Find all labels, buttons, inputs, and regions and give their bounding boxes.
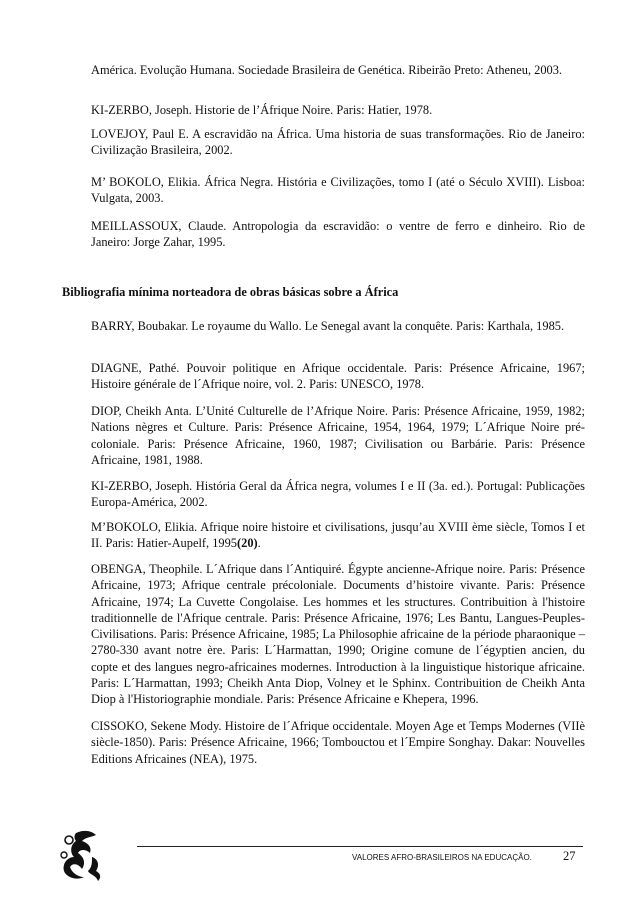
footer-running-title: VALORES AFRO-BRASILEIROS NA EDUCAÇÃO.: [352, 853, 532, 862]
reference-entry: [91, 519, 585, 552]
reference-entry: KI-ZERBO, Joseph. História Geral da África negra, volumes I e II (3a. ed.). Portugal: Publicações Europa-América, 2002.: [91, 479, 585, 510]
section-heading: Bibliografia mínima norteadora de obras básicas sobre a África: [62, 285, 399, 299]
reference-entry: LOVEJOY, Paul E. A escravidão na África. Uma historia de suas transformações. Rio de Janeiro: Civilização Brasileira, 2002.: [91, 127, 585, 158]
reference-entry: M’ BOKOLO, Elikia. África Negra. História e Civilizações, tomo I (até o Século XVIII). Lisboa: Vulgata, 2003.: [91, 175, 585, 206]
reference-entry: América. Evolução Humana. Sociedade Brasileira de Genética. Ribeirão Preto: Atheneu, 2003.: [91, 63, 563, 77]
reference-entry: CISSOKO, Sekene Mody. Histoire de l´Afrique occidentale. Moyen Age et Temps Modernes (VIIè siècle-1850). Paris: Présence Africaine, 1966; Tombouctou et l´Empire Songhay. Dakar: Nouvelles Editions Africaines (NEA), 1975.: [91, 719, 585, 766]
reference-end: .: [257, 536, 261, 551]
page-number: 27: [563, 849, 576, 863]
footer-divider: [137, 846, 583, 847]
reference-entry: OBENGA, Theophile. L´Afrique dans l´Antiquiré. Égypte ancienne-Afrique noire. Paris: Présence Africaine, 1973; Afrique centrale précoloniale. Documents d’histoire vivante. Paris: Présence Africaine, 1974; La Cuvette Congolaise. Les hommes et les structures. Contribuition à l'histoire traditionnelle de l'Afrique centrale. Paris: Présence Africaine, 1976; Les Bantu, Langues-Peuples-Civilisations. Paris: Présence Africaine, 1985; La Philosophie africaine de la période pharaonique – 2780-330 avant notre ère. Paris: L´Harmattan, 1990; Origine comune de l´égyptien ancien, du copte et des langues negro-africaines modernes. Introduction à la linguistique historique africaine. Paris: L´Harmattan, 1993; Cheikh Anta Diop, Volney et le Sphinx. Contribuition de Cheikh Anta Diop à l'Historiographie mondiale. Paris: Présence Africaine e Khepera, 1996.: [91, 562, 585, 707]
reference-entry: MEILLASSOUX, Claude. Antropologia da escravidão: o ventre de ferro e dinheiro. Rio de Janeiro: Jorge Zahar, 1995.: [91, 219, 585, 250]
reference-text: M’BOKOLO, Elikia. Afrique noire histoire et civilisations, jusqu’au XVIII ème siècle, Tomos I et II. Paris: Hatier-Aupelf, 1995: [91, 520, 585, 551]
reference-entry: KI-ZERBO, Joseph. Historie de l’Áfrique Noire. Paris: Hatier, 1978.: [91, 103, 433, 117]
reference-entry: BARRY, Boubakar. Le royaume du Wallo. Le Senegal avant la conquête. Paris: Karthala, 1985.: [91, 319, 565, 333]
reference-entry: DIAGNE, Pathé. Pouvoir politique en Afrique occidentale. Paris: Présence Africaine, 1967; Histoire générale de l´Afrique noire, vol. 2. Paris: UNESCO, 1978.: [91, 361, 585, 392]
afro-logo-icon: [56, 827, 108, 883]
reference-entry: DIOP, Cheikh Anta. L’Unité Culturelle de l’Afrique Noire. Paris: Présence Africaine, 1959, 1982; Nations nègres et Culture. Paris: Présence Africaine, 1954, 1964, 1979; L´Afrique Noire pré-coloniale. Paris: Présence Africaine, 1960, 1987; Civilisation ou Barbárie. Paris: Présence Africaine, 1981, 1988.: [91, 404, 585, 467]
reference-bold-suffix: (20): [237, 536, 258, 551]
